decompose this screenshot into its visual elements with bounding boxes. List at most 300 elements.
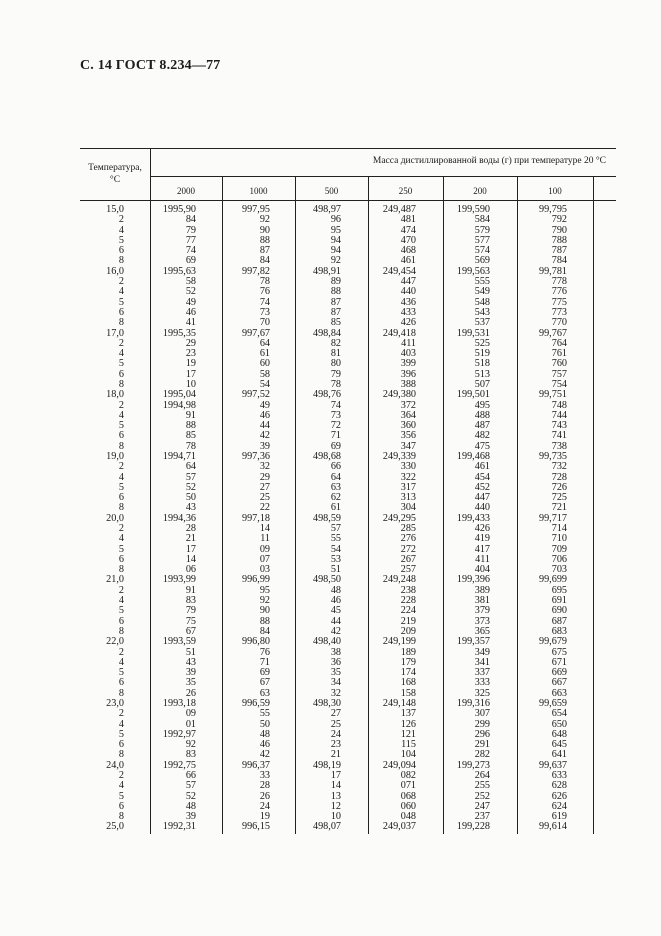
temperature-header-unit: °C <box>109 175 121 185</box>
cell-mass-500: 55 <box>330 533 341 545</box>
cell-temperature: 2 <box>118 337 124 349</box>
cell-mass-100: 99,659 <box>538 697 567 709</box>
cell-mass-500: 62 <box>330 492 341 504</box>
cell-mass-250: 276 <box>400 533 416 545</box>
cell-mass-100: 671 <box>551 656 567 668</box>
cell-mass-2000: 1995,63 <box>162 265 196 277</box>
cell-mass-100: 667 <box>551 677 567 689</box>
cell-temperature: 5 <box>118 296 124 308</box>
cell-mass-2000: 49 <box>185 296 196 308</box>
cell-mass-1000: 25 <box>259 492 270 504</box>
cell-mass-250: 440 <box>400 286 416 298</box>
cell-mass-500: 38 <box>330 646 341 658</box>
cell-temperature: 5 <box>118 481 124 493</box>
cell-mass-250: 360 <box>400 420 416 432</box>
cell-temperature: 8 <box>118 811 124 823</box>
cell-mass-500: 95 <box>330 224 341 236</box>
cell-mass-200: 389 <box>474 584 490 596</box>
cell-mass-500: 48 <box>330 584 341 596</box>
cell-mass-2000: 58 <box>185 276 196 287</box>
cell-mass-100: 706 <box>551 553 567 565</box>
cell-mass-100: 732 <box>551 461 567 473</box>
cell-mass-100: 690 <box>551 605 567 617</box>
cell-mass-500: 32 <box>330 687 341 699</box>
cell-mass-500: 88 <box>330 286 341 298</box>
cell-mass-100: 99,735 <box>538 451 567 462</box>
cell-mass-100: 790 <box>551 224 567 236</box>
cell-mass-2000: 88 <box>185 420 196 432</box>
cell-mass-100: 743 <box>551 420 567 432</box>
cell-mass-500: 12 <box>330 800 341 812</box>
cell-mass-100: 669 <box>551 667 567 678</box>
cell-mass-250: 121 <box>400 728 416 740</box>
cell-mass-200: 549 <box>474 286 490 298</box>
cell-temperature: 17,0 <box>106 327 124 339</box>
cell-mass-500: 61 <box>330 502 341 514</box>
cell-mass-250: 461 <box>400 255 416 267</box>
cell-mass-200: 411 <box>475 553 490 565</box>
cell-mass-2000: 35 <box>185 677 196 689</box>
cell-mass-200: 577 <box>474 234 490 246</box>
cell-mass-2000: 17 <box>185 368 196 380</box>
cell-mass-250: 347 <box>400 440 416 452</box>
cell-mass-100: 788 <box>551 234 567 246</box>
cell-mass-250: 249,339 <box>382 451 416 462</box>
cell-mass-1000: 32 <box>259 461 270 473</box>
cell-temperature: 22,0 <box>106 636 124 648</box>
cell-mass-250: 426 <box>400 317 416 329</box>
cell-mass-200: 199,531 <box>456 327 490 339</box>
cell-mass-100: 787 <box>551 245 567 257</box>
cell-mass-250: 436 <box>400 296 416 308</box>
cell-mass-200: 513 <box>474 368 490 380</box>
cell-mass-1000: 50 <box>259 718 270 730</box>
cell-temperature: 24,0 <box>106 759 124 771</box>
column-header-1000: 1000 <box>249 186 268 196</box>
cell-temperature: 4 <box>118 718 124 730</box>
cell-mass-200: 482 <box>474 430 490 442</box>
cell-mass-200: 333 <box>474 677 490 689</box>
cell-mass-200: 337 <box>474 667 490 678</box>
cell-mass-200: 237 <box>474 811 490 823</box>
cell-mass-2000: 28 <box>185 523 196 534</box>
cell-mass-1000: 46 <box>259 739 270 751</box>
cell-mass-1000: 44 <box>259 420 270 432</box>
cell-mass-2000: 91 <box>185 409 196 421</box>
cell-temperature: 2 <box>118 584 124 596</box>
cell-mass-2000: 50 <box>185 492 196 504</box>
cell-mass-200: 199,316 <box>456 697 490 709</box>
cell-temperature: 2 <box>118 399 124 411</box>
cell-mass-100: 675 <box>551 646 567 658</box>
cell-mass-100: 695 <box>551 584 567 596</box>
cell-mass-500: 36 <box>330 656 341 668</box>
cell-mass-100: 784 <box>551 255 567 267</box>
cell-mass-100: 628 <box>551 780 567 792</box>
cell-temperature: 19,0 <box>106 451 124 462</box>
cell-mass-100: 99,679 <box>538 636 567 648</box>
cell-mass-100: 714 <box>551 523 567 534</box>
cell-mass-100: 99,781 <box>538 265 567 277</box>
cell-mass-200: 199,433 <box>456 512 490 524</box>
cell-mass-2000: 1993,18 <box>162 697 196 709</box>
cell-mass-2000: 79 <box>185 224 196 236</box>
cell-mass-2000: 43 <box>185 502 196 514</box>
cell-mass-200: 199,273 <box>456 759 490 771</box>
cell-mass-2000: 48 <box>185 800 196 812</box>
cell-mass-2000: 21 <box>185 533 196 545</box>
cell-mass-500: 498,91 <box>312 265 341 277</box>
cell-mass-1000: 54 <box>259 378 270 390</box>
cell-mass-200: 199,228 <box>456 821 490 833</box>
cell-mass-200: 519 <box>474 348 490 360</box>
cell-mass-2000: 17 <box>185 543 196 555</box>
cell-mass-100: 683 <box>551 625 567 637</box>
cell-mass-200: 199,357 <box>456 636 490 648</box>
cell-mass-250: 447 <box>400 276 416 287</box>
mass-group-header: Масса дистиллированной воды (г) при температуре 20 °С <box>372 156 606 166</box>
cell-mass-1000: 61 <box>259 348 270 360</box>
cell-mass-1000: 29 <box>259 471 270 483</box>
cell-temperature: 6 <box>118 368 124 380</box>
cell-mass-100: 709 <box>551 543 567 555</box>
cell-mass-2000: 43 <box>185 656 196 668</box>
column-header-250: 250 <box>398 186 413 196</box>
cell-mass-100: 99,795 <box>538 204 567 215</box>
cell-mass-1000: 92 <box>259 595 270 606</box>
cell-mass-1000: 67 <box>259 677 270 689</box>
cell-mass-1000: 997,18 <box>241 512 270 524</box>
cell-mass-500: 87 <box>330 296 341 308</box>
cell-mass-250: 267 <box>400 553 416 565</box>
cell-mass-2000: 84 <box>185 214 196 226</box>
cell-temperature: 2 <box>118 769 124 781</box>
cell-mass-200: 252 <box>474 790 490 802</box>
cell-mass-2000: 1992,97 <box>162 728 196 740</box>
cell-mass-250: 249,148 <box>382 697 416 709</box>
cell-mass-100: 726 <box>551 481 567 493</box>
cell-temperature: 8 <box>118 502 124 514</box>
header-divider-rule <box>150 176 616 177</box>
cell-mass-1000: 24 <box>259 800 270 812</box>
cell-mass-500: 498,97 <box>312 204 341 215</box>
cell-mass-200: 569 <box>474 255 490 267</box>
cell-mass-250: 403 <box>400 348 416 360</box>
table-top-rule <box>80 148 616 149</box>
cell-temperature: 8 <box>118 687 124 699</box>
cell-mass-100: 741 <box>551 430 567 442</box>
cell-mass-2000: 51 <box>185 646 196 658</box>
cell-mass-500: 35 <box>330 667 341 678</box>
cell-mass-200: 487 <box>474 420 490 432</box>
cell-mass-250: 257 <box>400 564 416 576</box>
cell-mass-200: 404 <box>474 564 490 576</box>
cell-mass-2000: 1993,99 <box>162 574 196 586</box>
cell-mass-500: 13 <box>330 790 341 802</box>
cell-mass-250: 048 <box>400 811 416 823</box>
cell-mass-200: 426 <box>474 523 490 534</box>
cell-mass-1000: 92 <box>259 214 270 226</box>
cell-mass-100: 757 <box>551 368 567 380</box>
cell-mass-500: 87 <box>330 306 341 318</box>
cell-temperature: 6 <box>118 615 124 627</box>
cell-mass-1000: 74 <box>259 296 270 308</box>
cell-mass-250: 411 <box>401 337 416 349</box>
cell-mass-1000: 996,15 <box>241 821 270 833</box>
cell-mass-250: 272 <box>400 543 416 555</box>
cell-mass-1000: 69 <box>259 667 270 678</box>
cell-mass-250: 209 <box>400 625 416 637</box>
cell-mass-200: 199,563 <box>456 265 490 277</box>
cell-mass-2000: 1992,31 <box>162 821 196 833</box>
cell-mass-500: 94 <box>330 234 341 246</box>
cell-mass-100: 626 <box>551 790 567 802</box>
cell-temperature: 4 <box>118 224 124 236</box>
cell-temperature: 8 <box>118 317 124 329</box>
cell-mass-2000: 1995,90 <box>162 204 196 215</box>
cell-mass-500: 21 <box>330 749 341 761</box>
cell-temperature: 2 <box>118 461 124 473</box>
cell-temperature: 6 <box>118 245 124 257</box>
cell-mass-250: 060 <box>400 800 416 812</box>
cell-mass-2000: 23 <box>185 348 196 360</box>
column-header-100: 100 <box>548 186 562 196</box>
cell-mass-500: 23 <box>330 739 341 751</box>
cell-temperature: 4 <box>118 348 124 360</box>
cell-temperature: 2 <box>118 646 124 658</box>
cell-mass-250: 137 <box>400 708 416 720</box>
cell-mass-250: 313 <box>400 492 416 504</box>
cell-mass-200: 579 <box>474 224 490 236</box>
cell-mass-500: 34 <box>330 677 341 689</box>
cell-mass-2000: 10 <box>185 378 196 390</box>
cell-mass-100: 619 <box>551 811 567 823</box>
cell-mass-2000: 77 <box>185 234 196 246</box>
cell-temperature: 5 <box>118 605 124 617</box>
cell-mass-100: 691 <box>551 595 567 606</box>
cell-temperature: 8 <box>118 564 124 576</box>
cell-mass-1000: 84 <box>259 625 270 637</box>
cell-mass-100: 764 <box>551 337 567 349</box>
cell-mass-250: 304 <box>400 502 416 514</box>
cell-mass-2000: 64 <box>185 461 196 473</box>
cell-temperature: 6 <box>118 306 124 318</box>
cell-mass-1000: 42 <box>259 430 270 442</box>
cell-mass-500: 498,30 <box>312 697 341 709</box>
cell-mass-100: 776 <box>551 286 567 298</box>
cell-mass-2000: 26 <box>185 687 196 699</box>
cell-mass-1000: 73 <box>259 306 270 318</box>
cell-mass-250: 388 <box>400 378 416 390</box>
cell-mass-200: 454 <box>474 471 490 483</box>
cell-mass-1000: 95 <box>259 584 270 596</box>
cell-mass-250: 474 <box>400 224 416 236</box>
cell-mass-1000: 33 <box>259 769 270 781</box>
cell-temperature: 21,0 <box>106 574 124 586</box>
cell-temperature: 5 <box>118 420 124 432</box>
cell-mass-1000: 70 <box>259 317 270 329</box>
cell-mass-200: 365 <box>474 625 490 637</box>
cell-mass-1000: 27 <box>259 481 270 493</box>
cell-mass-1000: 48 <box>259 728 270 740</box>
cell-mass-500: 10 <box>330 811 341 823</box>
cell-mass-200: 199,396 <box>456 574 490 586</box>
cell-temperature: 4 <box>118 409 124 421</box>
cell-temperature: 8 <box>118 255 124 267</box>
cell-mass-2000: 92 <box>185 739 196 751</box>
cell-mass-100: 748 <box>551 399 567 411</box>
cell-mass-200: 247 <box>474 800 490 812</box>
header-bottom-rule <box>80 200 616 201</box>
cell-mass-250: 481 <box>400 214 416 226</box>
cell-mass-200: 381 <box>474 595 490 606</box>
page-header: С. 14 ГОСТ 8.234—77 <box>80 58 221 73</box>
cell-mass-1000: 997,36 <box>241 451 270 462</box>
cell-mass-1000: 22 <box>259 502 270 514</box>
cell-mass-250: 104 <box>400 749 416 761</box>
cell-temperature: 8 <box>118 378 124 390</box>
cell-mass-2000: 83 <box>185 749 196 761</box>
cell-mass-250: 249,487 <box>382 204 416 215</box>
cell-mass-1000: 26 <box>259 790 270 802</box>
cell-mass-500: 498,76 <box>312 389 341 401</box>
cell-mass-200: 548 <box>474 296 490 308</box>
cell-mass-100: 99,767 <box>538 327 567 339</box>
cell-temperature: 25,0 <box>106 821 124 833</box>
cell-mass-200: 452 <box>474 481 490 493</box>
cell-mass-100: 775 <box>551 296 567 308</box>
cell-mass-250: 238 <box>400 584 416 596</box>
cell-mass-500: 27 <box>330 708 341 720</box>
cell-temperature: 4 <box>118 286 124 298</box>
cell-mass-200: 325 <box>474 687 490 699</box>
cell-mass-2000: 01 <box>185 718 196 730</box>
cell-mass-200: 419 <box>474 533 490 545</box>
cell-temperature: 4 <box>118 656 124 668</box>
cell-mass-500: 17 <box>330 769 341 781</box>
cell-mass-250: 189 <box>400 646 416 658</box>
cell-mass-100: 773 <box>551 306 567 318</box>
cell-temperature: 15,0 <box>106 204 124 215</box>
cell-mass-100: 624 <box>551 800 567 812</box>
cell-mass-500: 24 <box>330 728 341 740</box>
cell-mass-100: 792 <box>551 214 567 226</box>
column-header-500: 500 <box>324 186 339 196</box>
column-header-200: 200 <box>473 186 487 196</box>
cell-mass-1000: 60 <box>259 358 270 370</box>
cell-mass-500: 54 <box>330 543 341 555</box>
cell-mass-250: 468 <box>400 245 416 257</box>
cell-mass-250: 219 <box>400 615 416 627</box>
cell-mass-250: 396 <box>400 368 416 380</box>
cell-temperature: 20,0 <box>106 512 124 524</box>
cell-mass-200: 574 <box>474 245 490 257</box>
cell-temperature: 5 <box>118 358 124 370</box>
cell-mass-250: 082 <box>400 769 416 781</box>
cell-mass-1000: 997,67 <box>241 327 270 339</box>
cell-mass-500: 498,59 <box>312 512 341 524</box>
cell-temperature: 2 <box>118 276 124 287</box>
cell-mass-200: 525 <box>474 337 490 349</box>
cell-mass-2000: 57 <box>185 471 196 483</box>
cell-temperature: 8 <box>118 749 124 761</box>
cell-mass-500: 498,19 <box>312 759 341 771</box>
cell-mass-200: 282 <box>474 749 490 761</box>
cell-mass-1000: 996,99 <box>241 574 270 586</box>
cell-mass-200: 299 <box>474 718 490 730</box>
cell-temperature: 8 <box>118 625 124 637</box>
cell-mass-250: 249,199 <box>382 636 416 648</box>
cell-temperature: 6 <box>118 430 124 442</box>
cell-mass-2000: 52 <box>185 790 196 802</box>
cell-mass-500: 63 <box>330 481 341 493</box>
cell-mass-250: 115 <box>401 739 416 751</box>
cell-mass-100: 99,751 <box>538 389 567 401</box>
cell-mass-500: 64 <box>330 471 341 483</box>
cell-mass-200: 349 <box>474 646 490 658</box>
cell-mass-200: 341 <box>474 656 490 668</box>
cell-mass-100: 687 <box>551 615 567 627</box>
cell-mass-1000: 42 <box>259 749 270 761</box>
cell-mass-500: 69 <box>330 440 341 452</box>
cell-mass-1000: 03 <box>259 564 270 576</box>
cell-temperature: 6 <box>118 492 124 504</box>
cell-temperature: 4 <box>118 595 124 606</box>
cell-mass-100: 778 <box>551 276 567 287</box>
cell-mass-200: 507 <box>474 378 490 390</box>
column-header-2000: 2000 <box>177 186 195 196</box>
cell-mass-250: 179 <box>400 656 416 668</box>
cell-mass-200: 475 <box>474 440 490 452</box>
cell-mass-1000: 63 <box>259 687 270 699</box>
cell-mass-2000: 1994,71 <box>162 451 196 462</box>
cell-mass-500: 498,07 <box>312 821 341 833</box>
cell-mass-100: 641 <box>551 749 567 761</box>
cell-mass-1000: 71 <box>259 656 270 668</box>
cell-mass-100: 99,717 <box>538 512 567 524</box>
cell-mass-200: 543 <box>474 306 490 318</box>
cell-mass-250: 322 <box>400 471 416 483</box>
cell-temperature: 5 <box>118 728 124 740</box>
cell-mass-500: 72 <box>330 420 341 432</box>
cell-mass-2000: 29 <box>185 337 196 349</box>
cell-mass-2000: 57 <box>185 780 196 792</box>
cell-mass-100: 650 <box>551 718 567 730</box>
cell-mass-2000: 06 <box>185 564 196 576</box>
cell-mass-250: 372 <box>400 399 416 411</box>
cell-mass-1000: 88 <box>259 234 270 246</box>
cell-mass-250: 249,454 <box>382 265 416 277</box>
cell-mass-100: 728 <box>551 471 567 483</box>
cell-mass-2000: 79 <box>185 605 196 617</box>
cell-mass-500: 53 <box>330 553 341 565</box>
cell-mass-200: 518 <box>474 358 490 370</box>
cell-mass-2000: 1995,04 <box>162 389 196 401</box>
cell-mass-200: 307 <box>474 708 490 720</box>
cell-mass-500: 94 <box>330 245 341 257</box>
cell-mass-250: 249,295 <box>382 512 416 524</box>
cell-mass-1000: 39 <box>259 440 270 452</box>
cell-mass-500: 85 <box>330 317 341 329</box>
cell-mass-250: 174 <box>400 667 416 678</box>
cell-mass-100: 721 <box>551 502 567 514</box>
cell-mass-1000: 55 <box>259 708 270 720</box>
cell-mass-200: 417 <box>474 543 490 555</box>
cell-mass-250: 126 <box>400 718 416 730</box>
cell-mass-1000: 996,80 <box>241 636 270 648</box>
cell-mass-250: 224 <box>400 605 416 617</box>
cell-mass-200: 373 <box>474 615 490 627</box>
